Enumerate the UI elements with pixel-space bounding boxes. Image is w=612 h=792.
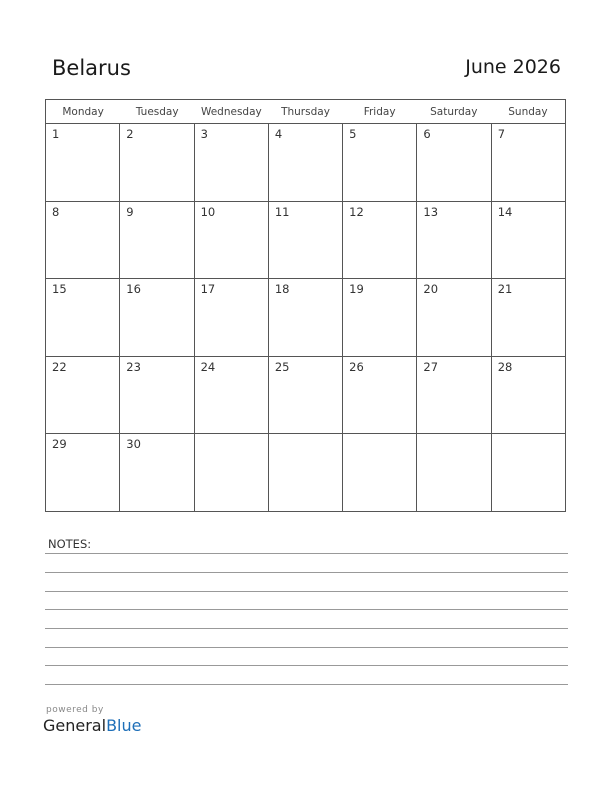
day-cell	[343, 202, 417, 279]
weekday-header-row	[46, 100, 565, 124]
brand-blue: Blue	[106, 716, 142, 735]
day-cell	[492, 434, 565, 511]
week-row	[46, 434, 565, 511]
day-cell	[492, 357, 565, 434]
day-number: 9	[126, 204, 134, 219]
note-line	[45, 665, 568, 666]
weekday-thursday: Thursday	[281, 106, 330, 118]
brand-general: General	[43, 716, 107, 735]
weekday-tuesday: Tuesday	[135, 106, 179, 118]
day-number: 16	[126, 282, 141, 297]
weekday-friday: Friday	[363, 106, 396, 118]
day-cell	[269, 357, 343, 434]
day-cell	[492, 279, 565, 356]
day-cell	[343, 357, 417, 434]
day-number: 7	[497, 127, 506, 141]
weekday-wednesday: Wednesday	[200, 106, 262, 118]
day-cell	[46, 357, 120, 434]
day-cell	[269, 124, 343, 201]
day-cell	[417, 279, 491, 356]
day-cell	[195, 279, 269, 356]
day-number: 3	[200, 127, 208, 141]
day-cell	[343, 124, 417, 201]
day-cell	[195, 124, 269, 201]
day-number: 27	[423, 359, 439, 374]
month-title: June 2026	[465, 56, 561, 78]
day-number: 23	[126, 359, 141, 374]
powered-by-text: powered by	[46, 705, 104, 715]
day-number: 6	[423, 127, 431, 141]
day-number: 11	[274, 204, 290, 219]
calendar-grid	[45, 99, 566, 512]
day-cell	[417, 202, 491, 279]
day-number: 26	[349, 359, 364, 374]
note-line	[45, 647, 568, 648]
day-cell	[46, 202, 120, 279]
weekday-saturday: Saturday	[430, 106, 478, 118]
day-cell	[269, 202, 343, 279]
notes-label: NOTES:	[48, 537, 92, 551]
note-line	[45, 591, 568, 592]
day-number: 4	[274, 127, 283, 141]
day-cell	[195, 202, 269, 279]
day-number: 29	[52, 437, 67, 452]
day-number: 14	[497, 204, 513, 219]
day-number: 21	[497, 282, 513, 297]
day-cell	[46, 124, 120, 201]
day-cell	[417, 357, 491, 434]
day-cell	[120, 357, 194, 434]
weeks-container	[46, 124, 565, 511]
day-cell	[46, 279, 120, 356]
day-number: 8	[52, 204, 60, 219]
day-number: 10	[200, 204, 216, 219]
day-cell	[417, 434, 491, 511]
weekday-sunday: Sunday	[508, 106, 548, 118]
day-number: 5	[349, 127, 357, 141]
day-cell	[269, 279, 343, 356]
day-cell	[195, 434, 269, 511]
week-row	[46, 357, 565, 435]
note-line	[45, 628, 568, 629]
day-number: 12	[349, 204, 364, 219]
day-number: 19	[349, 282, 364, 297]
day-number: 20	[423, 282, 439, 297]
generalblue-logo	[43, 716, 141, 735]
weekday-monday: Monday	[62, 106, 104, 118]
day-cell	[120, 434, 194, 511]
week-row	[46, 279, 565, 357]
day-number: 18	[274, 282, 290, 297]
day-number: 22	[52, 359, 67, 374]
day-cell	[120, 279, 194, 356]
day-number: 2	[126, 127, 134, 141]
day-cell	[269, 434, 343, 511]
note-line	[45, 609, 568, 610]
week-row	[46, 202, 565, 280]
day-number: 25	[274, 359, 290, 374]
day-cell	[492, 124, 565, 201]
day-cell	[343, 434, 417, 511]
day-cell	[120, 124, 194, 201]
day-cell	[417, 124, 491, 201]
day-number: 30	[126, 437, 141, 452]
day-number: 15	[52, 282, 67, 297]
day-number: 24	[200, 359, 216, 374]
day-cell	[195, 357, 269, 434]
day-number: 28	[497, 359, 513, 374]
note-line	[45, 553, 568, 554]
day-cell	[46, 434, 120, 511]
day-number: 1	[52, 127, 60, 141]
day-number: 13	[423, 204, 439, 219]
day-number: 17	[200, 282, 216, 297]
day-cell	[343, 279, 417, 356]
country-title: Belarus	[52, 56, 131, 80]
day-cell	[120, 202, 194, 279]
week-row	[46, 124, 565, 202]
note-line	[45, 684, 568, 685]
note-line	[45, 572, 568, 573]
day-cell	[492, 202, 565, 279]
